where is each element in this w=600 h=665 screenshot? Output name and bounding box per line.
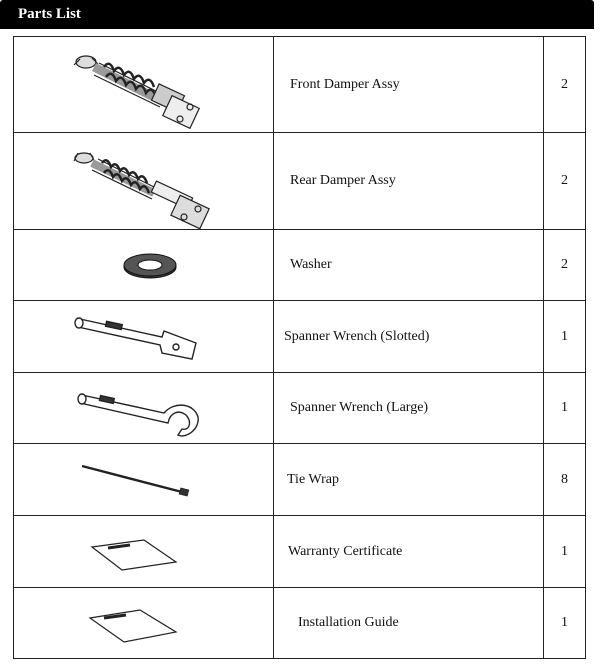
table-row <box>14 230 586 301</box>
part-qty-cell <box>544 301 586 373</box>
part-image-cell <box>14 133 274 230</box>
rear-damper-icon <box>14 133 273 229</box>
part-qty: 1 <box>561 615 568 630</box>
part-qty-cell <box>544 444 586 516</box>
part-qty: 2 <box>561 257 568 272</box>
part-qty: 2 <box>561 173 568 188</box>
part-name-cell <box>274 444 544 516</box>
part-qty: 2 <box>561 76 568 92</box>
washer-icon <box>14 230 273 300</box>
part-name: Front Damper Assy <box>290 76 400 92</box>
part-qty-cell <box>544 230 586 301</box>
guide-icon <box>14 588 273 658</box>
part-image-cell <box>14 516 274 588</box>
part-name: Washer <box>290 257 332 272</box>
table-row <box>14 133 586 230</box>
part-name: Warranty Certificate <box>288 543 403 559</box>
table-row <box>14 588 586 659</box>
part-name-cell <box>274 516 544 588</box>
part-qty: 1 <box>561 328 568 344</box>
part-qty: 1 <box>561 400 568 415</box>
part-name-cell <box>274 301 544 373</box>
part-qty-cell <box>544 133 586 230</box>
part-name: Tie Wrap <box>287 471 339 487</box>
table-row <box>14 37 586 133</box>
part-qty-cell <box>544 37 586 133</box>
part-image-cell <box>14 588 274 659</box>
part-name-cell <box>274 37 544 133</box>
front-damper-icon <box>14 37 273 132</box>
part-name: Spanner Wrench (Large) <box>290 400 429 415</box>
table-row <box>14 301 586 373</box>
table-row <box>14 373 586 444</box>
part-image-cell <box>14 373 274 444</box>
part-image-cell <box>14 230 274 301</box>
part-qty-cell <box>544 373 586 444</box>
table-row <box>14 516 586 588</box>
part-image-cell <box>14 444 274 516</box>
part-image-cell <box>14 37 274 133</box>
tie-wrap-icon <box>14 444 273 515</box>
part-name: Rear Damper Assy <box>290 173 396 188</box>
certificate-icon <box>14 516 273 587</box>
part-qty: 1 <box>561 543 568 559</box>
part-name-cell <box>274 230 544 301</box>
part-image-cell <box>14 301 274 373</box>
header-bar <box>0 0 594 29</box>
large-spanner-icon <box>14 373 273 443</box>
part-name-cell <box>274 588 544 659</box>
part-name-cell <box>274 373 544 444</box>
page-title: Parts List <box>18 6 81 22</box>
part-qty: 8 <box>561 471 568 487</box>
table-row <box>14 444 586 516</box>
part-name: Spanner Wrench (Slotted) <box>284 328 430 344</box>
slotted-spanner-icon <box>14 301 273 372</box>
parts-table <box>13 36 586 659</box>
part-name: Installation Guide <box>298 615 399 630</box>
part-name-cell <box>274 133 544 230</box>
part-qty-cell <box>544 516 586 588</box>
part-qty-cell <box>544 588 586 659</box>
